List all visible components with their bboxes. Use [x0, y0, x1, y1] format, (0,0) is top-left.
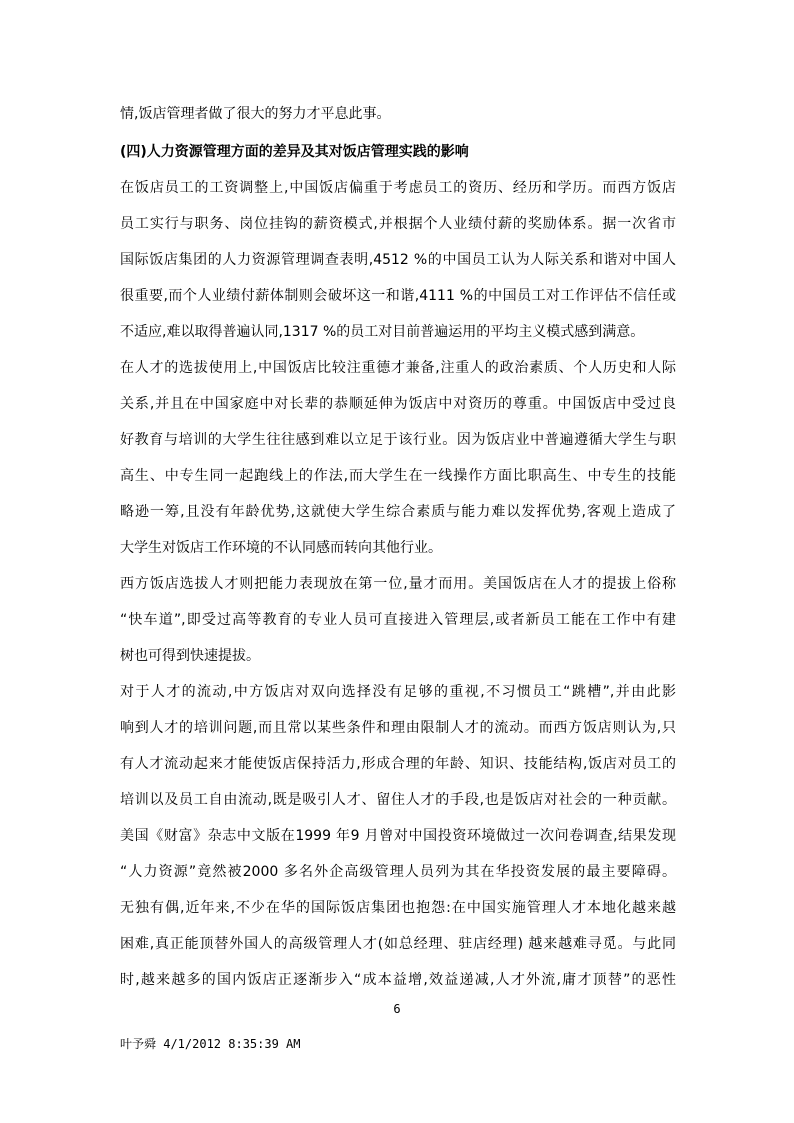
paragraph-line: “人力资源”竟然被2000 多名外企高级管理人员列为其在华投资发展的最主要障碍。 [120, 864, 676, 880]
paragraph-line: 在人才的选拔使用上,中国饭店比较注重德才兼备,注重人的政治素质、个人历史和人际 [120, 360, 676, 376]
paragraph-line: 时,越来越多的国内饭店正逐渐步入“成本益增,效益递减,人才外流,庸才顶替”的恶性 [120, 972, 676, 988]
paragraph-line: 情,饭店管理者做了很大的努力才平息此事。 [120, 106, 391, 122]
section-heading: (四)人力资源管理方面的差异及其对饭店管理实践的影响 [120, 144, 469, 160]
paragraph-line: 关系,并且在中国家庭中对长辈的恭顺延伸为饭店中对资历的尊重。中国饭店中受过良 [120, 396, 676, 412]
paragraph-line: 高生、中专生同一起跑线上的作法,而大学生在一线操作方面比职高生、中专生的技能 [120, 468, 676, 484]
paragraph-line: 国际饭店集团的人力资源管理调查表明,4512 %的中国员工认为人际关系和谐对中国人 [120, 252, 676, 268]
paragraph-line: 树也可得到快速提拔。 [120, 648, 260, 664]
paragraph-line: 培训以及员工自由流动,既是吸引人才、留住人才的手段,也是饭店对社会的一种贡献。 [120, 792, 676, 808]
paragraph-line: 困难,真正能顶替外国人的高级管理人才(如总经理、驻店经理) 越来越难寻觅。与此同 [120, 936, 676, 952]
paragraph-line: 大学生对饭店工作环境的不认同感而转向其他行业。 [120, 540, 442, 556]
paragraph-line: 好教育与培训的大学生往往感到难以立足于该行业。因为饭店业中普遍遵循大学生与职 [120, 432, 676, 448]
paragraph-line: 不适应,难以取得普遍认同,1317 %的员工对目前普遍运用的平均主义模式感到满意。 [120, 324, 645, 340]
paragraph-line: 有人才流动起来才能使饭店保持活力,形成合理的年龄、知识、技能结构,饭店对员工的 [120, 756, 676, 772]
page-number: 6 [393, 1002, 401, 1016]
paragraph-line: 对于人才的流动,中方饭店对双向选择没有足够的重视,不习惯员工“跳槽”,并由此影 [120, 684, 676, 700]
paragraph-line: 在饭店员工的工资调整上,中国饭店偏重于考虑员工的资历、经历和学历。而西方饭店 [120, 180, 676, 196]
paragraph-line: 无独有偶,近年来,不少在华的国际饭店集团也抱怨:在中国实施管理人才本地化越来越 [120, 900, 676, 916]
paragraph-line: 略逊一筹,且没有年龄优势,这就使大学生综合素质与能力难以发挥优势,客观上造成了 [120, 504, 676, 520]
paragraph-line: 很重要,而个人业绩付薪体制则会破坏这一和谐,4111 %的中国员工对工作评估不信任或 [120, 288, 676, 304]
paragraph-line: 响到人才的培训问题,而且常以某些条件和理由限制人才的流动。而西方饭店则认为,只 [120, 720, 676, 736]
paragraph-line: 美国《财富》杂志中文版在1999 年9 月曾对中国投资环境做过一次问卷调查,结果发现 [120, 828, 676, 844]
paragraph-line: 员工实行与职务、岗位挂钩的薪资模式,并根据个人业绩付薪的奖励体系。据一次省市 [120, 216, 676, 232]
paragraph-line: 西方饭店选拔人才则把能力表现放在第一位,量才而用。美国饭店在人才的提拔上俗称 [120, 576, 676, 592]
footer-author-timestamp: 叶予舜 4/1/2012 8:35:39 AM [120, 1037, 301, 1051]
paragraph-line: “快车道”,即受过高等教育的专业人员可直接进入管理层,或者新员工能在工作中有建 [120, 612, 676, 628]
